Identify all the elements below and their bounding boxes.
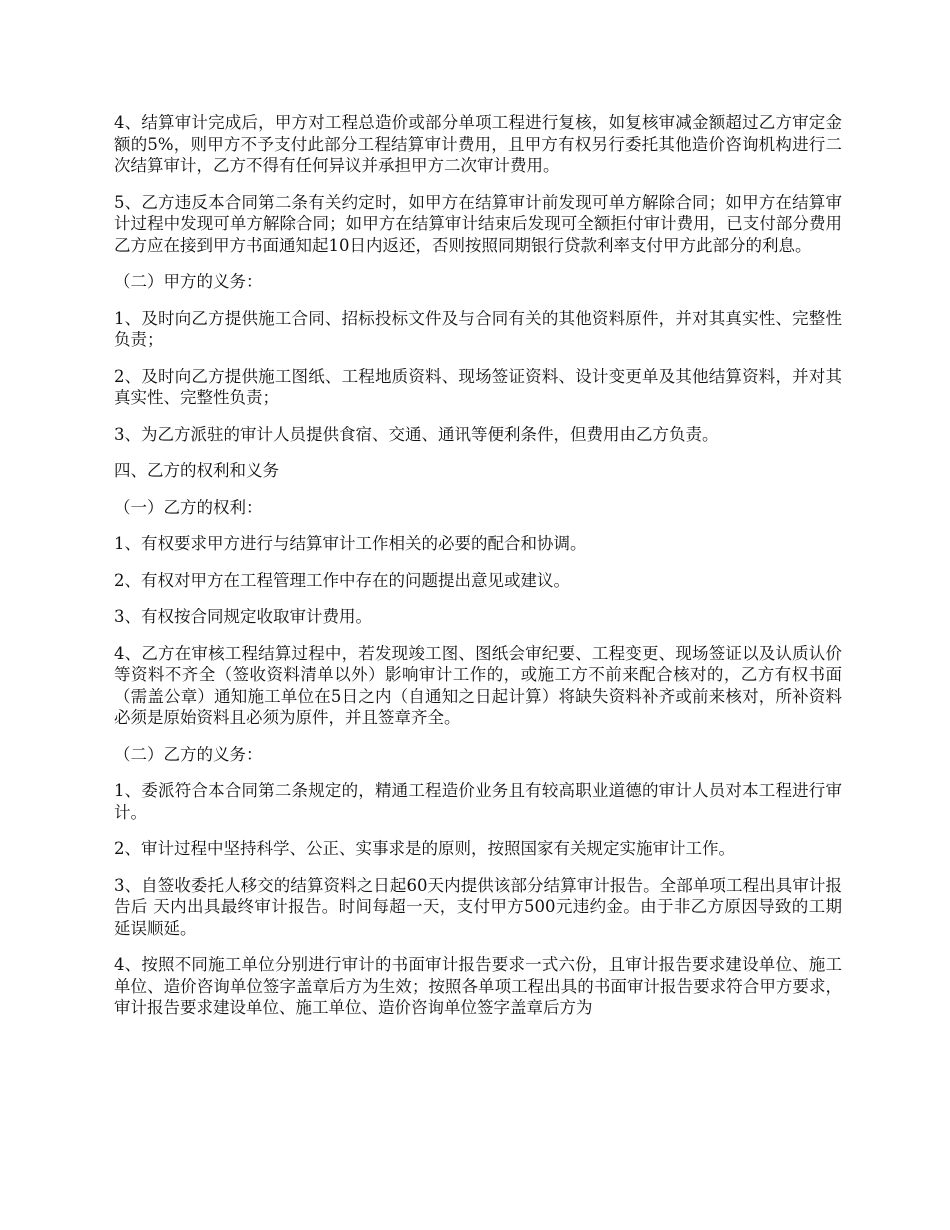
paragraph-b-right-3: 3、有权按合同规定收取审计费用。 [114, 607, 372, 626]
heading-party-b-obligations: （二）乙方的义务： [114, 744, 263, 764]
heading-party-b-rights: （一）乙方的权利： [114, 497, 263, 517]
paragraph-b-obligation-2: 2、审计过程中坚持科学、公正、实事求是的原则，按照国家有关规定实施审计工作。 [114, 839, 735, 858]
paragraph-breach-termination: 5、乙方违反本合同第二条有关约定时，如甲方在结算审计前发现可单方解除合同；如甲方在结算审计过程中发现可单方解除合同；如甲方在结算审计结束后发现可全额拒付审计费用，已支付部分费用乙方应在接到甲方书面通知起10日内返还，否则按照同期银行贷款利率支付甲方此部分的利息。 [114, 192, 842, 255]
paragraph-b-right-4: 4、乙方在审核工程结算过程中，若发现竣工图、图纸会审纪要、工程变更、现场签证以及认质认价等资料不齐全（签收资料清单以外）影响审计工作的，或施工方不前来配合核对的，乙方有权书面（需盖公章）通知施工单位在5日之内（自通知之日起计算）将缺失资料补齐或前来核对，所补资料必须是原始资料且必须为原件，并且签章齐全。 [114, 643, 842, 727]
paragraph-b-right-1: 1、有权要求甲方进行与结算审计工作相关的必要的配合和协调。 [114, 534, 587, 553]
heading-party-a-obligations: （二）甲方的义务： [114, 272, 263, 291]
heading-section-four: 四、乙方的权利和义务 [114, 461, 279, 480]
document-body [114, 112, 842, 1034]
paragraph-settlement-review: 4、结算审计完成后，甲方对工程总造价或部分单项工程进行复核，如复核审减金额超过乙方审定金额的5%，则甲方不予支付此部分工程结算审计费用，且甲方有权另行委托其他造价咨询机构进行二次结算审计，乙方不得有任何异议并承担甲方二次审计费用。 [114, 113, 842, 175]
paragraph-b-right-2: 2、有权对甲方在工程管理工作中存在的问题提出意见或建议。 [114, 570, 570, 590]
paragraph-a-obligation-2: 2、及时向乙方提供施工图纸、工程地质资料、现场签证资料、设计变更单及其他结算资料，并对其真实性、完整性负责； [114, 366, 842, 407]
paragraph-b-obligation-1: 1、委派符合本合同第二条规定的，精通工程造价业务且有较高职业道德的审计人员对本工程进行审计。 [114, 781, 842, 822]
paragraph-a-obligation-1: 1、及时向乙方提供施工合同、招标投标文件及与合同有关的其他资料原件，并对其真实性、完整性负责； [114, 308, 842, 349]
paragraph-b-obligation-3: 3、自签收委托人移交的结算资料之日起60天内提供该部分结算审计报告。全部单项工程出具审计报告后 天内出具最终审计报告。时间每超一天，支付甲方500元违约金。由于非乙方原因导致的工期延误顺延。 [114, 875, 842, 938]
paragraph-b-obligation-4: 4、按照不同施工单位分别进行审计的书面审计报告要求一式六份，且审计报告要求建设单位、施工单位、造价咨询单位签字盖章后方为生效；按照各单项工程出具的书面审计报告要求符合甲方要求，审计报告要求建设单位、施工单位、造价咨询单位签字盖章后方为 [114, 955, 842, 1017]
paragraph-a-obligation-3: 3、为乙方派驻的审计人员提供食宿、交通、通讯等便利条件，但费用由乙方负责。 [114, 424, 719, 444]
